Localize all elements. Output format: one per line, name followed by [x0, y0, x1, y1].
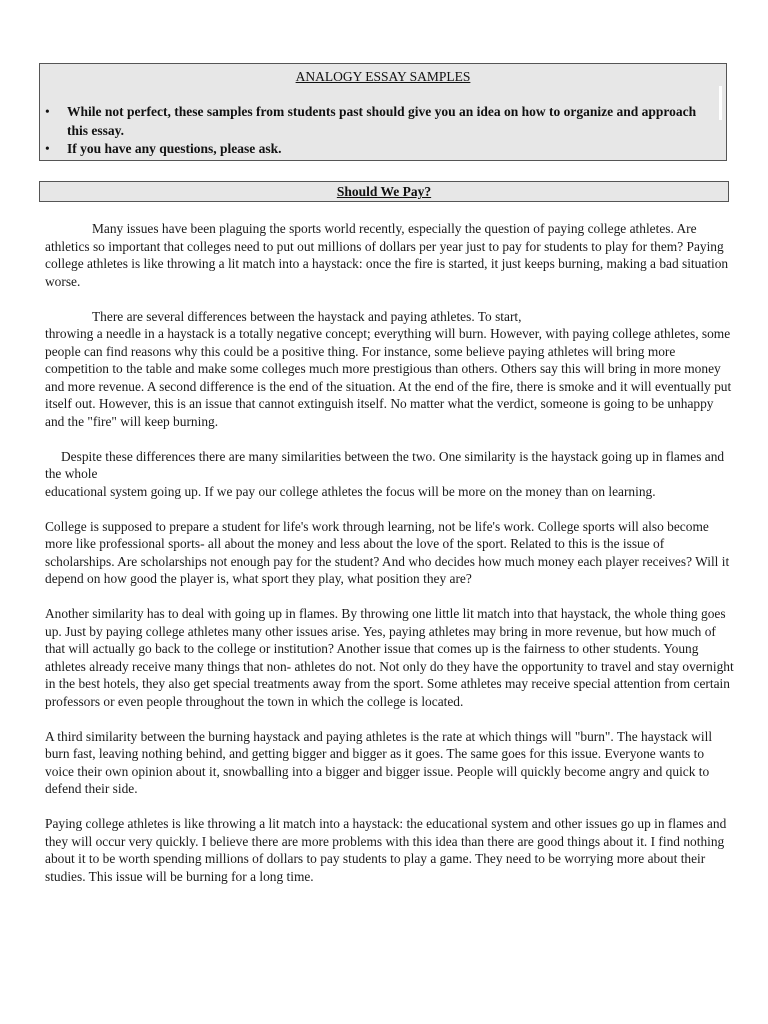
essay-title: Should We Pay?: [336, 184, 432, 199]
instruction-item: • While not perfect, these samples from students past should give you an idea on how to organize and approach this essay.: [44, 103, 716, 140]
instructions-box: [39, 63, 727, 161]
paragraph: throwing a needle in a haystack is a totally negative concept; everything will burn. However, with paying college athletes, some people can find reasons why this could be a positive thing. For instance, some believe paying athletes will bring more competition to the table and make some colleges much more prestigious than others. Others say this will bring in more money and more revenue. A second difference is the end of the situation. At the end of the fire, there is smoke and it will eventually put itself out. However, this is an issue that cannot extinguish itself. No matter what the verdict, someone is going to be unhappy and the "fire" will keep burning.: [45, 326, 732, 429]
paragraph: A third similarity between the burning haystack and paying athletes is the rate at which things will "burn". The haystack will burn fast, leaving nothing behind, and getting bigger and bigger as it goes. The same goes for this issue. Everyone wants to voice their own opinion about it, snowballing into a bigger and bigger issue. People will quickly become angry and quick to defend their side.: [45, 728, 713, 796]
page-title: ANALOGY ESSAY SAMPLES: [295, 69, 471, 84]
box-edge-mark: [719, 86, 722, 120]
paragraph: Paying college athletes is like throwing a lit match into a haystack: the educational system and other issues go up in flames and they will occur very quickly. I believe there are more problems with this idea than there are good things about it. I find nothing about it to be worth spending millions of dollars to pay students to play a game. They need to be worrying more about their studies. This issue will be burning for a long time.: [45, 816, 727, 884]
instruction-item: • If you have any questions, please ask.: [44, 140, 716, 159]
paragraph: Despite these differences there are many similarities between the two. One similarity is the haystack going up in flames and the whole: [45, 448, 725, 481]
paragraph: Many issues have been plaguing the sports world recently, especially the question of paying college athletes. Are athletics so important that colleges need to put out millions of dollars per year just to pay for students to play for them? Paying college athletes is like throwing a lit match into a haystack: once the fire is started, it just keeps burning, making a bad situation worse.: [45, 221, 729, 289]
essay-title-box: [39, 181, 729, 202]
paragraph: There are several differences between the haystack and paying athletes. To start,: [92, 308, 522, 324]
instructions-list: [44, 103, 716, 159]
paragraph: College is supposed to prepare a student for life's work through learning, not be life's work. College sports will also become more like professional sports- all about the money and less about the love of the sport. Related to this is the issue of scholarships. Are scholarships not enough pay for the student? And who decides how much money each player receives? Will it depend on how good the player is, what sport they play, what position they are?: [45, 518, 730, 586]
paragraph: educational system going up. If we pay our college athletes the focus will be more on the money than on learning.: [45, 483, 656, 499]
paragraph: Another similarity has to deal with going up in flames. By throwing one little lit match into that haystack, the whole thing goes up. Just by paying college athletes many other issues arise. Yes, paying athletes may bring in more revenue, but how much of that will actually go back to the college or institution? Another issue that comes up is the fairness to other students. Young athletes already receive many things that non- athletes do not. Not only do they have the opportunity to travel and stay overnight in the best hotels, they also get special treatments away from the sport. Some athletes may receive special attention from certain professors or even people throughout the town in which the college is located.: [45, 606, 734, 709]
essay-body: [45, 220, 735, 903]
